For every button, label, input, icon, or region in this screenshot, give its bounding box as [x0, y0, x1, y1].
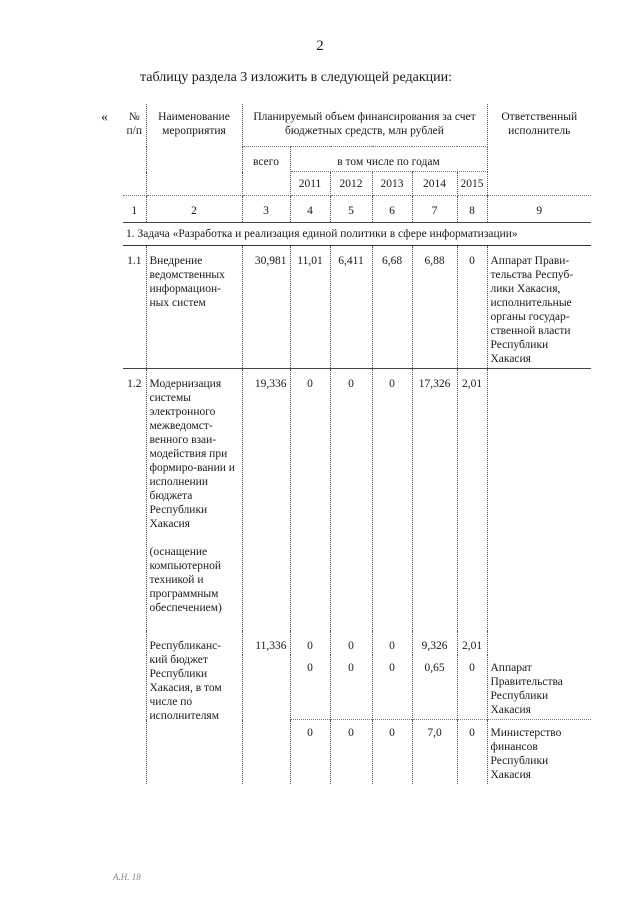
table-row [123, 369, 591, 632]
row-executor: Аппарат Прави-тельства Респуб-лики Хакасия, исполнительные органы государ-ственной власти Республики Хакасия [490, 255, 574, 365]
column-number: 1 [123, 196, 146, 223]
footer-mark: А.Н. 18 [113, 872, 141, 882]
row-2012: 6,411 [330, 246, 372, 369]
header-year-2013: 2013 [372, 172, 412, 196]
row-total: 11,336 [242, 631, 290, 655]
row-name: Модернизация системы электронного межведомст-венного взаи-модействия при формиро-вании и исполнении бюджета Республики Хакасия [149, 378, 235, 530]
row-2015: 0 [457, 246, 487, 369]
row-2014: 9,326 [412, 631, 457, 655]
column-number: 4 [290, 196, 330, 223]
row-2015: 2,01 [457, 369, 487, 632]
table-row [123, 631, 591, 655]
row-2014: 0,65 [412, 655, 457, 720]
row-num: 1.1 [123, 246, 146, 369]
row-name-note: (оснащение компьютерной техникой и программным обеспечением) [149, 546, 222, 614]
column-number: 8 [457, 196, 487, 223]
row-total [242, 720, 290, 785]
row-2015: 0 [457, 720, 487, 785]
column-number: 2 [146, 196, 242, 223]
row-executor: Министерство финансов Республики Хакасия [487, 720, 591, 785]
row-name-cell [146, 369, 242, 632]
row-name: Республиканс-кий бюджет Республики Хакасия, в том числе по исполнителям [146, 631, 242, 784]
row-2011: 0 [290, 720, 330, 785]
row-2013: 0 [372, 720, 412, 785]
row-2015: 0 [457, 655, 487, 720]
row-2012: 0 [330, 369, 372, 632]
row-2011: 0 [290, 655, 330, 720]
header-year-2011: 2011 [290, 172, 330, 196]
row-num [123, 655, 146, 720]
column-number: 5 [330, 196, 372, 223]
header-year-2012: 2012 [330, 172, 372, 196]
row-total: 30,981 [242, 246, 290, 369]
row-2013: 0 [372, 631, 412, 655]
row-num [123, 631, 146, 655]
row-2014: 7,0 [412, 720, 457, 785]
row-total [242, 655, 290, 720]
row-2015: 2,01 [457, 631, 487, 655]
task-title: 1. Задача «Разработка и реализация единой политики в сфере информатизации» [123, 223, 591, 246]
header-executor: Ответственный исполнитель [487, 104, 591, 196]
column-number: 6 [372, 196, 412, 223]
header-row-1 [123, 104, 591, 147]
row-num: 1.2 [123, 369, 146, 632]
row-2013: 6,68 [372, 246, 412, 369]
page-number: 2 [316, 38, 324, 54]
row-2012: 0 [330, 720, 372, 785]
row-2011: 11,01 [290, 246, 330, 369]
header-num: № п/п [123, 104, 146, 196]
table-row [123, 246, 591, 369]
column-number: 3 [242, 196, 290, 223]
row-executor: Аппарат Правительства Республики Хакасия [490, 662, 563, 716]
opening-quote: « [101, 110, 108, 125]
row-2011: 0 [290, 631, 330, 655]
row-2013: 0 [372, 369, 412, 632]
header-name: Наименование мероприятия [146, 104, 242, 196]
column-numbers-row [123, 196, 591, 223]
column-number: 9 [487, 196, 591, 223]
row-executor [487, 369, 591, 632]
header-year-2014: 2014 [412, 172, 457, 196]
header-planned: Планируемый объем финансирования за счет бюджетных средств, млн рублей [242, 104, 487, 147]
row-2013: 0 [372, 655, 412, 720]
row-name: Внедрение ведомственных информацион-ных систем [146, 246, 242, 369]
row-2011: 0 [290, 369, 330, 632]
financing-table [123, 104, 591, 784]
row-2012: 0 [330, 631, 372, 655]
row-num [123, 720, 146, 785]
row-executor [487, 631, 591, 655]
row-2014: 6,88 [412, 246, 457, 369]
row-2014: 17,326 [412, 369, 457, 632]
task-row [123, 223, 591, 246]
column-number: 7 [412, 196, 457, 223]
header-year-2015: 2015 [457, 172, 487, 196]
row-2012: 0 [330, 655, 372, 720]
intro-text: таблицу раздела 3 изложить в следующей редакции: [140, 70, 453, 85]
header-by-years: в том числе по годам [290, 147, 487, 172]
header-total: всего [242, 147, 290, 196]
row-total: 19,336 [242, 369, 290, 632]
